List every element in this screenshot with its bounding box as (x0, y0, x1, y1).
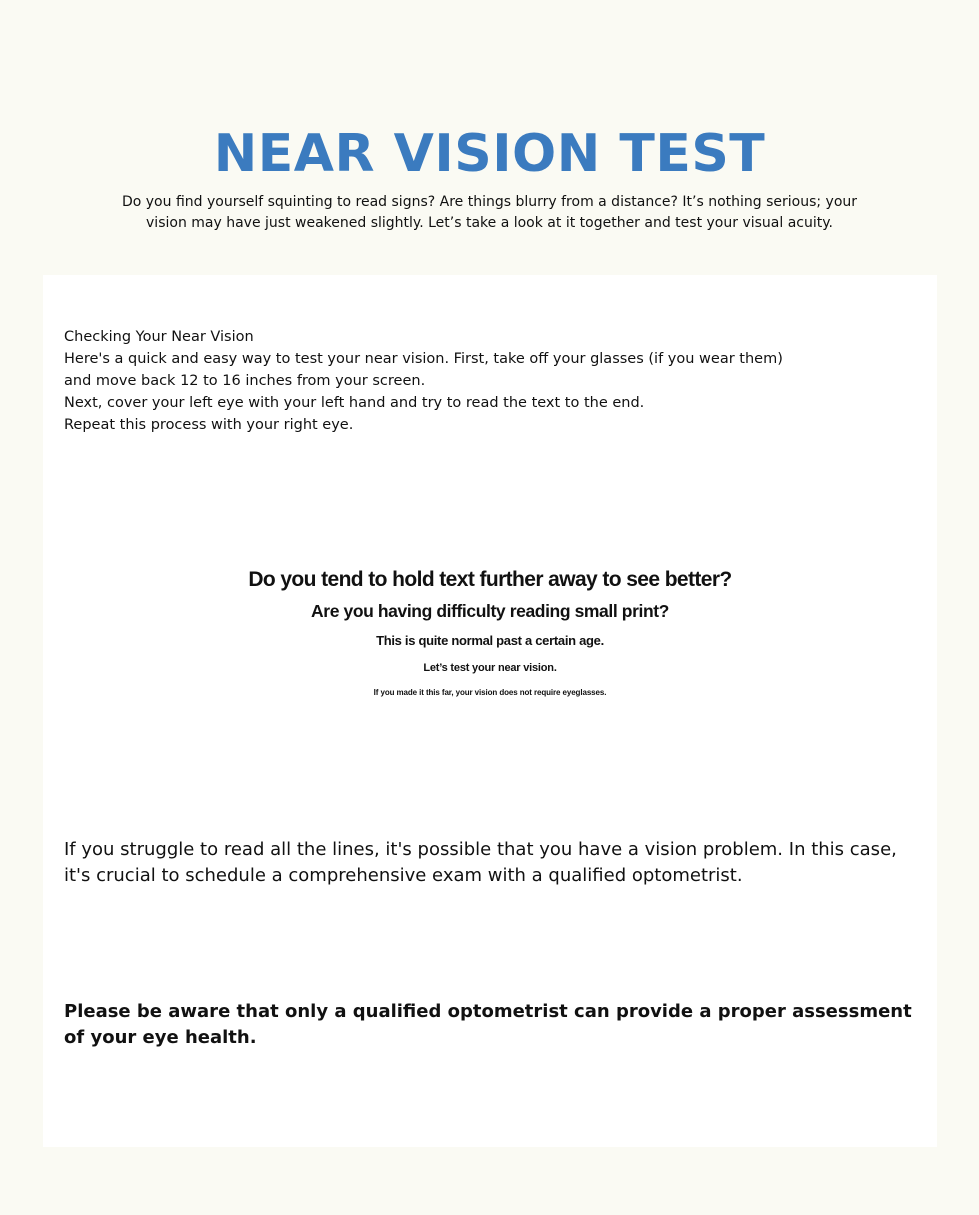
content-card (43, 275, 937, 1147)
instruction-step: Here's a quick and easy way to test your near vision. First, take off your glasses (if you wear them) and move back 12 to 16 inches from your screen. (64, 351, 783, 389)
reading-chart-line: Do you tend to hold text further away to see better? (248, 568, 732, 591)
reading-chart-line: Are you having difficulty reading small print? (311, 601, 669, 621)
warning-text: If you struggle to read all the lines, it's possible that you have a vision problem. In this case, it's crucial to schedule a comprehensive exam with a qualified optometrist. (64, 839, 897, 886)
page-title: NEAR VISION TEST (213, 124, 766, 184)
reading-chart-line: This is quite normal past a certain age. (376, 633, 604, 648)
reading-chart-line: Let’s test your near vision. (423, 662, 557, 674)
intro-text: Do you find yourself squinting to read signs? Are things blurry from a distance? It’s nothing serious; your vision may have just weakened slightly. Let’s take a look at it together and test your visual acuity. (121, 194, 858, 231)
instruction-step: Repeat this process with your right eye. (64, 417, 354, 433)
disclaimer-text: Please be aware that only a qualified optometrist can provide a proper assessment of your eye health. (64, 1001, 912, 1048)
instruction-step: Next, cover your left eye with your left hand and try to read the text to the end. (64, 395, 645, 411)
instructions-section (64, 326, 804, 436)
reading-chart (43, 565, 937, 705)
reading-chart-line: If you made it this far, your vision does not require eyeglasses. (373, 688, 607, 697)
instructions-heading: Checking Your Near Vision (64, 329, 254, 345)
